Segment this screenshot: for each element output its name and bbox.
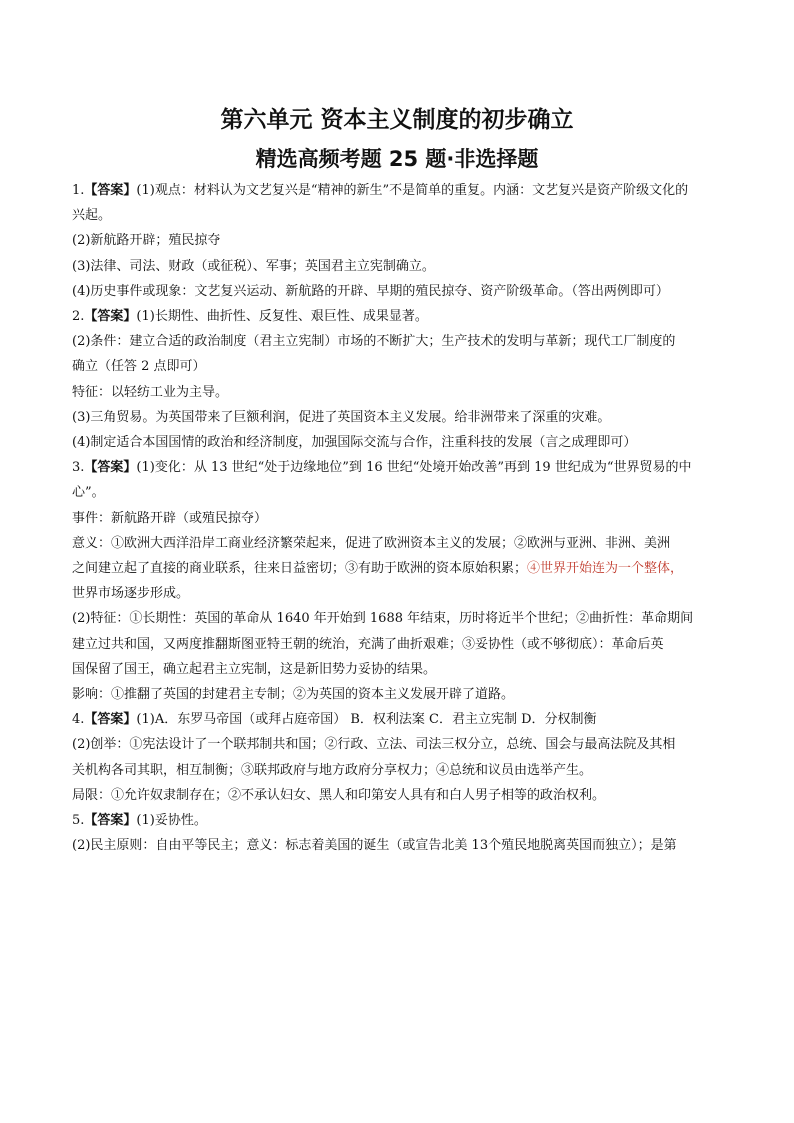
answer-tag: 【答案】 <box>84 460 137 476</box>
answer-text: (2)新航路开辟；殖民掠夺 <box>72 233 221 249</box>
answer-tag: 【答案】 <box>84 813 137 829</box>
answer-text: (1)观点：材料认为文艺复兴是“精神的新生”不是简单的重复。内涵：文艺复兴是资产阶级文化的 <box>136 183 689 198</box>
answer-line <box>72 531 722 556</box>
answer-text: (2)创举：①宪法设计了一个联邦制共和国；②行政、立法、司法三权分立，总统、国会与最高法院及其相 <box>72 737 676 753</box>
question-number: 3. <box>72 460 85 476</box>
answer-text: 特征：以轻纺工业为主导。 <box>72 384 229 400</box>
answer-text: 事件：新航路开辟（或殖民掠夺） <box>72 510 268 526</box>
answer-text: (2)民主原则：自由平等民主；意义：标志着美国的诞生（或宣告北美 13个殖民地脱离英国而独立）；是第 <box>72 838 677 854</box>
answer-body <box>72 178 722 858</box>
question-number: 4. <box>72 712 85 728</box>
answer-line <box>72 758 722 783</box>
answer-line <box>72 480 722 505</box>
answer-text: 国保留了国王，确立起君主立宪制，这是新旧势力妥协的结果。 <box>72 661 437 677</box>
answer-text: (4)历史事件或现象：文艺复兴运动、新航路的开辟、早期的殖民掠夺、资产阶级革命。（答出两例即可） <box>72 283 669 299</box>
answer-line <box>72 203 722 228</box>
answer-line <box>72 657 722 682</box>
answer-text: 局限：①允许奴隶制存在；②不承认妇女、黑人和印第安人具有和白人男子相等的政治权利。 <box>72 787 606 803</box>
page-subtitle: 精选高频考题 25 题·非选择题 <box>255 147 539 171</box>
answer-text: (2)条件：建立合适的政治制度（君主立宪制）市场的不断扩大；生产技术的发明与革新；现代工厂制度的 <box>72 334 676 350</box>
answer-text: (2)特征：①长期性：英国的革命从 1640 年开始到 1688 年结束，历时将近半个世纪；②曲折性：革命期间 <box>72 611 694 627</box>
answer-line <box>72 228 722 253</box>
answer-tag: 【答案】 <box>84 183 137 198</box>
answer-text: 建立过共和国，又两度推翻斯图亚特王朝的统治，充满了曲折艰难；③妥协性（或不够彻底）：革命后英 <box>72 636 664 652</box>
answer-line <box>72 329 722 354</box>
answer-text: (4)制定适合本国国情的政治和经济制度，加强国际交流与合作，注重科技的发展（言之成理即可） <box>72 435 637 451</box>
answer-line <box>72 506 722 531</box>
answer-text: 兴起。 <box>72 208 112 224</box>
answer-line <box>72 707 722 732</box>
answer-line <box>72 430 722 455</box>
answer-text: 意义：①欧洲大西洋沿岸工商业经济繁荣起来，促进了欧洲资本主义的发展；②欧洲与亚洲、非洲、美洲 <box>72 535 671 551</box>
answer-line <box>72 783 722 808</box>
answer-text: (1)妥协性。 <box>136 813 207 829</box>
answer-text: (3)法律、司法、财政（或征税）、军事；英国君主立宪制确立。 <box>72 258 435 274</box>
question-number: 1. <box>72 183 85 198</box>
answer-text: 之间建立起了直接的商业联系，往来日益密切；③有助于欧洲的资本原始积累； <box>72 561 528 577</box>
answer-text: (1)变化：从 13 世纪“处于边缘地位”到 16 世纪“处境开始改善”再到 19 世纪成为“世界贸易的中 <box>136 460 692 476</box>
answer-text: 世界市场逐步形成。 <box>72 586 190 602</box>
answer-line <box>72 581 722 606</box>
answer-line <box>72 632 722 657</box>
answer-line <box>72 556 722 581</box>
answer-line <box>72 405 722 430</box>
answer-line <box>72 380 722 405</box>
question-number: 2. <box>72 309 85 325</box>
answer-line <box>72 682 722 707</box>
answer-line <box>72 354 722 379</box>
answer-line <box>72 833 722 858</box>
answer-line <box>72 606 722 631</box>
question-number: 5. <box>72 813 85 829</box>
answer-text: 关机构各司其职，相互制衡；③联邦政府与地方政府分享权力；④总统和议员由选举产生。 <box>72 762 593 778</box>
answer-line <box>72 808 722 833</box>
answer-line <box>72 732 722 757</box>
answer-text: (1)长期性、曲折性、反复性、艰巨性、成果显著。 <box>136 309 428 325</box>
answer-line <box>72 279 722 304</box>
answer-tag: 【答案】 <box>84 712 137 728</box>
highlighted-text: ④世界开始连为一个整体， <box>527 561 684 577</box>
answer-text: 心”。 <box>72 485 105 501</box>
answer-text: 影响：①推翻了英国的封建君主专制；②为英国的资本主义发展开辟了道路。 <box>72 687 515 703</box>
answer-text: 确立（任答 2 点即可） <box>72 359 206 375</box>
answer-tag: 【答案】 <box>84 309 137 325</box>
page-title: 第六单元 资本主义制度的初步确立 <box>220 107 574 133</box>
answer-text: (1)A．东罗马帝国（或拜占庭帝国） B．权利法案 C．君主立宪制 D．分权制衡 <box>136 712 597 728</box>
answer-line <box>72 304 722 329</box>
answer-text: (3)三角贸易。为英国带来了巨额利润，促进了英国资本主义发展。给非洲带来了深重的灾难。 <box>72 409 611 425</box>
answer-line <box>72 455 722 480</box>
answer-line <box>72 254 722 279</box>
answer-line <box>72 178 722 203</box>
